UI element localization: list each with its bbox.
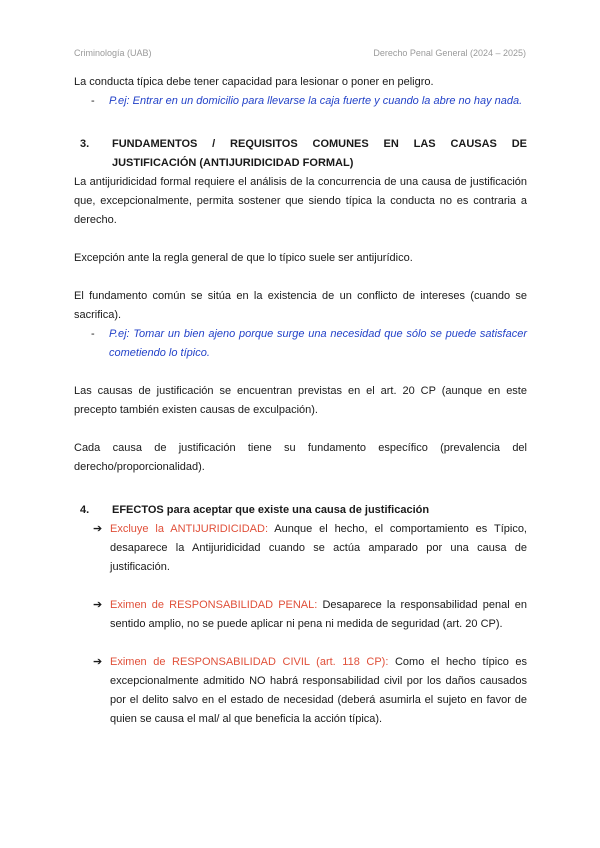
- page-header: [74, 48, 526, 62]
- section-3-heading: [74, 135, 527, 173]
- example-text: P.ej: Entrar en un domicilio para llevarse la caja fuerte y cuando la abre no hay nada.: [109, 95, 523, 107]
- effect-item: [93, 520, 527, 577]
- section-3-paragraph-2: Excepción ante la regla general de que lo típico suele ser antijurídico.: [74, 252, 413, 264]
- document-body: [74, 73, 527, 729]
- section-3-example: [91, 325, 527, 363]
- header-subject: Derecho Penal General (2024 – 2025): [373, 48, 526, 58]
- section-3-paragraph-1: La antijuridicidad formal requiere el análisis de la concurrencia de una causa de justificación que, excepcionalmente, permita sostener que siendo típica la conducta no es contraria a derecho.: [74, 176, 527, 226]
- intro-paragraph: La conducta típica debe tener capacidad para lesionar o poner en peligro.: [74, 76, 434, 88]
- arrow-right-icon: ➔: [93, 656, 103, 668]
- effect-text: Aunque el hecho, el comportamiento es Típico, desaparece la Antijuridicidad cuando se actúa amparado por una causa de justificación.: [110, 523, 527, 573]
- effect-text: Desaparece la responsabilidad penal en sentido amplio, no se puede aplicar ni pena ni medida de seguridad (art. 20 CP).: [110, 599, 527, 630]
- arrow-right-icon: ➔: [93, 523, 103, 535]
- example-text: P.ej: Tomar un bien ajeno porque surge una necesidad que sólo se puede satisfacer cometiendo lo típico.: [109, 328, 527, 359]
- section-3-paragraph-5: Cada causa de justificación tiene su fundamento específico (prevalencia del derecho/proporcionalidad).: [74, 442, 527, 473]
- intro-example: [91, 92, 527, 111]
- section-3-paragraph-3: El fundamento común se sitúa en la existencia de un conflicto de intereses (cuando se sacrifica).: [74, 290, 527, 321]
- section-title: EFECTOS para aceptar que existe una causa de justificación: [112, 504, 430, 516]
- effect-text: Como el hecho típico es excepcionalmente admitido NO habrá responsabilidad civil por los daños causados por el delito salvo en el estado de necesidad (deberá asumirla el sujeto en favor de quien se causa el mal/ al que beneficia la acción típica).: [110, 656, 527, 725]
- effect-label: Excluye la ANTIJURIDICIDAD:: [110, 523, 269, 535]
- section-number: 3.: [80, 138, 90, 150]
- effect-label: Eximen de RESPONSABILIDAD PENAL:: [110, 599, 318, 611]
- effect-item: [93, 596, 527, 634]
- effect-label: Eximen de RESPONSABILIDAD CIVIL (art. 118 CP):: [110, 656, 389, 668]
- section-4-heading: [74, 501, 527, 520]
- header-course: Criminología (UAB): [74, 48, 152, 58]
- dash-bullet-icon: -: [91, 328, 95, 340]
- arrow-right-icon: ➔: [93, 599, 103, 611]
- section-title: FUNDAMENTOS / REQUISITOS COMUNES EN LAS CAUSAS DE JUSTIFICACIÓN (ANTIJURIDICIDAD FORMAL): [112, 138, 527, 169]
- section-3-paragraph-4: Las causas de justificación se encuentran previstas en el art. 20 CP (aunque en este precepto también existen causas de exculpación).: [74, 385, 527, 416]
- dash-bullet-icon: -: [91, 95, 95, 107]
- effect-item: [93, 653, 527, 729]
- section-number: 4.: [80, 504, 90, 516]
